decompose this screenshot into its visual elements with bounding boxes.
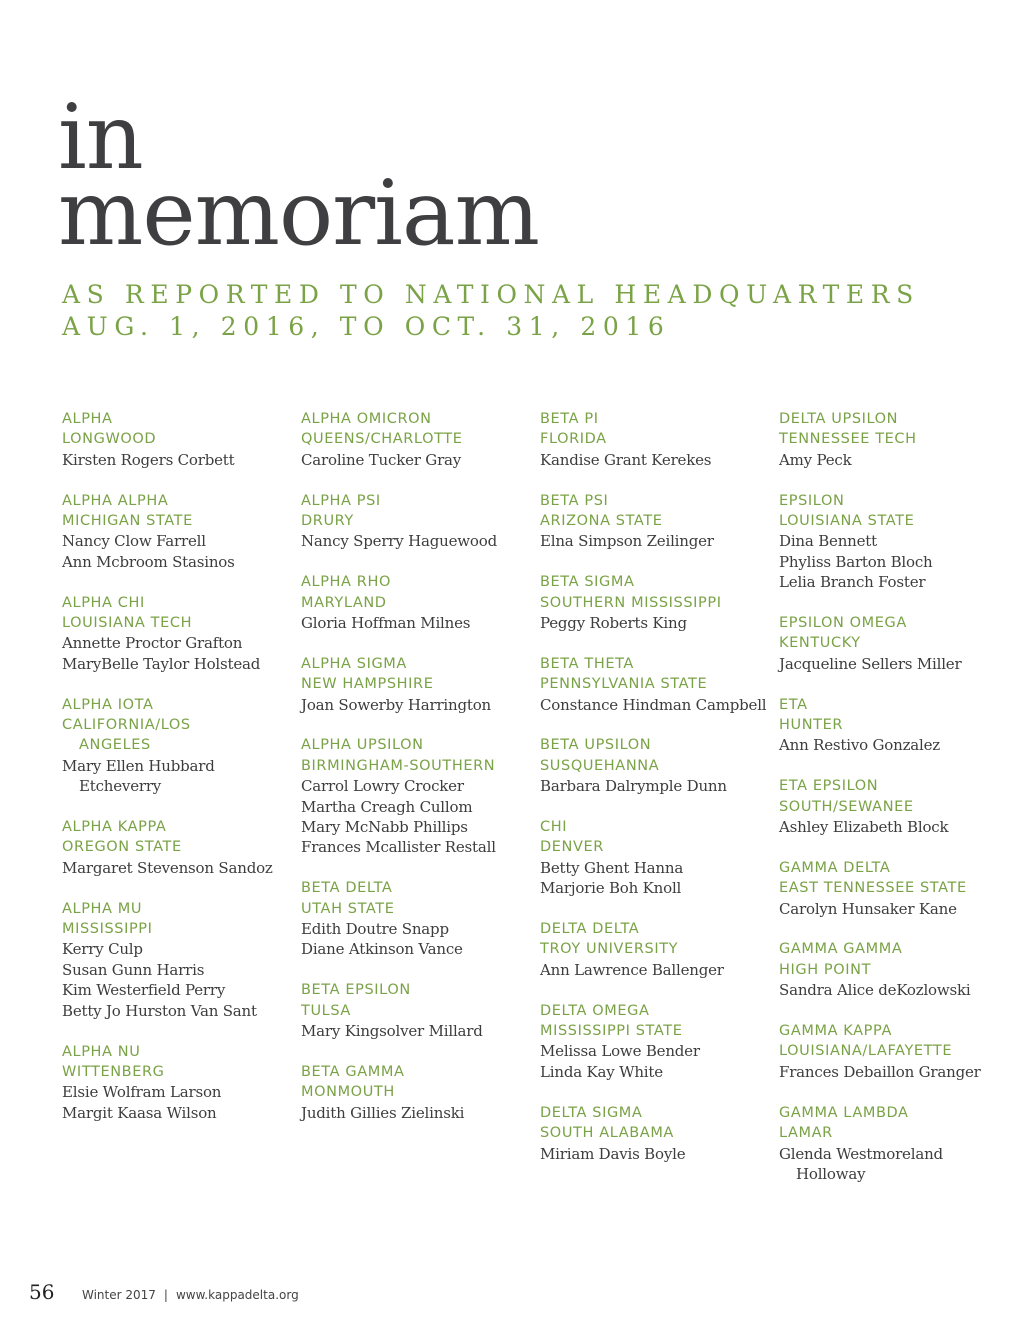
school-name: HUNTER [779,717,844,734]
school-name: MISSISSIPPI [62,921,153,938]
school-name: DENVER [540,839,604,856]
chapter-name: GAMMA DELTA [779,859,891,876]
member-name: Mary McNabb Phillips [301,818,468,837]
member-name: Phyliss Barton Bloch [779,552,933,571]
member-name: Margit Kaasa Wilson [62,1103,217,1122]
member-name: Caroline Tucker Gray [301,450,462,469]
chapter-entry [301,654,533,715]
title-line-1: in [58,85,143,190]
school-name: UTAH STATE [301,900,395,917]
school-name: TROY UNIVERSITY [540,941,679,958]
chapter-name: ALPHA KAPPA [62,819,167,836]
school-name: MISSISSIPPI STATE [540,1023,683,1040]
school-name: TENNESSEE TECH [779,431,917,448]
chapter-name: ETA [779,696,808,713]
chapter-name: GAMMA GAMMA [779,941,903,958]
footer-separator: | [163,1288,168,1302]
school-name: KENTUCKY [779,635,861,652]
member-name: Marjorie Boh Knoll [540,879,682,898]
member-name: Frances Debaillon Granger [779,1062,981,1081]
chapter-name: EPSILON OMEGA [779,615,907,632]
school-name: MARYLAND [301,594,387,611]
chapter-name: ALPHA SIGMA [301,655,407,672]
chapter-name: CHI [540,819,568,836]
chapter-name: ALPHA [62,411,113,427]
chapter-name: GAMMA LAMBDA [779,1104,909,1121]
member-name: Kerry Culp [62,940,143,959]
chapter-entry [62,1042,294,1124]
chapter-name: BETA SIGMA [540,574,635,591]
school-name: LOUISIANA STATE [779,513,915,530]
chapter-entry [540,409,772,470]
chapter-name: ALPHA IOTA [62,696,154,713]
member-name: Elsie Wolfram Larson [62,1083,222,1102]
chapter-name: ALPHA OMICRON [301,411,432,427]
column-2 [301,409,533,1144]
chapter-entry [62,817,294,878]
member-name: Lelia Branch Foster [779,573,926,592]
school-name: LOUISIANA TECH [62,615,193,632]
member-name: Mary Kingsolver Millard [301,1022,483,1041]
member-name: Melissa Lowe Bender [540,1042,700,1061]
chapter-entry [779,409,1011,470]
school-name: EAST TENNESSEE STATE [779,880,967,897]
column-3 [540,409,772,1184]
school-name: WITTENBERG [62,1063,165,1080]
chapter-entry [779,858,1011,919]
chapter-name: DELTA DELTA [540,921,640,938]
member-name: Dina Bennett [779,532,877,551]
chapter-entry [301,1062,533,1123]
chapter-entry [62,491,294,573]
member-name: Gloria Hoffman Milnes [301,614,471,633]
subtitle-line-2: AUG. 1, 2016, TO OCT. 31, 2016 [62,312,671,341]
chapter-entry [779,1021,1011,1082]
chapter-name: DELTA UPSILON [779,411,899,427]
chapter-entry [540,919,772,980]
member-name: Carolyn Hunsaker Kane [779,899,957,918]
member-name: Glenda Westmoreland Holloway [779,1144,943,1183]
school-name: LOUISIANA/LAFAYETTE [779,1043,953,1060]
page-number: 56 [29,1280,55,1304]
school-name: PENNSYLVANIA STATE [540,676,708,693]
chapter-name: ALPHA PSI [301,492,381,509]
school-name: LAMAR [779,1125,833,1142]
member-name: Carrol Lowry Crocker [301,777,464,796]
member-name: Kandise Grant Kerekes [540,450,712,469]
member-name: Edith Doutre Snapp [301,920,449,939]
member-name: Ann Mcbroom Stasinos [62,552,235,571]
member-name: Betty Jo Hurston Van Sant [62,1001,257,1020]
chapter-entry [779,491,1011,593]
member-name: Betty Ghent Hanna [540,858,684,877]
member-name: MaryBelle Taylor Holstead [62,654,261,673]
chapter-name: ALPHA CHI [62,594,145,611]
chapter-entry [301,980,533,1041]
column-1 [62,409,294,1144]
school-name: MICHIGAN STATE [62,513,193,530]
chapter-entry [540,1001,772,1083]
chapter-name: DELTA SIGMA [540,1104,643,1121]
member-name: Ann Lawrence Ballenger [540,960,724,979]
school-name: MONMOUTH [301,1084,395,1101]
chapter-name: ETA EPSILON [779,778,879,795]
member-name: Mary Ellen Hubbard Etcheverry [62,756,215,796]
member-name: Susan Gunn Harris [62,960,205,979]
chapter-name: BETA PI [540,411,599,427]
member-name: Elna Simpson Zeilinger [540,532,714,551]
school-name: BIRMINGHAM-SOUTHERN [301,757,496,774]
subtitle [62,279,920,343]
page-title [58,85,539,266]
chapter-name: GAMMA KAPPA [779,1023,892,1040]
issue-label: Winter 2017 [82,1288,156,1302]
chapter-entry [301,572,533,633]
chapter-name: DELTA OMEGA [540,1002,650,1019]
website-link[interactable]: www.kappadelta.org [175,1288,299,1302]
chapter-entry [540,654,772,715]
member-name: Sandra Alice deKozlowski [779,981,971,1000]
member-name: Kim Westerfield Perry [62,981,226,1000]
member-name: Constance Hindman Campbell [540,695,767,714]
chapter-name: BETA PSI [540,492,609,509]
school-name: HIGH POINT [779,961,872,978]
chapter-entry [540,491,772,552]
school-name: QUEENS/CHARLOTTE [301,431,463,448]
member-name: Nancy Sperry Haguewood [301,532,497,551]
member-name: Frances Mcallister Restall [301,838,496,857]
page-footer [29,1280,299,1304]
member-name: Nancy Clow Farrell [62,532,206,551]
title-line-2: memoriam [58,161,539,266]
school-name: SOUTH ALABAMA [540,1125,674,1142]
chapter-name: ALPHA ALPHA [62,492,169,509]
chapter-name: EPSILON [779,492,845,509]
member-name: Diane Atkinson Vance [301,940,463,959]
chapter-entry [62,409,294,470]
chapter-entry [62,593,294,675]
chapter-entry [779,613,1011,674]
chapter-entry [301,491,533,552]
chapter-entry [779,939,1011,1000]
member-name: Barbara Dalrymple Dunn [540,777,727,796]
chapter-name: ALPHA RHO [301,574,391,591]
chapter-name: ALPHA UPSILON [301,737,424,754]
member-name: Amy Peck [779,450,852,469]
member-name: Miriam Davis Boyle [540,1144,686,1163]
column-4 [779,409,1011,1205]
chapter-entry [779,776,1011,837]
chapter-name: BETA DELTA [301,880,393,897]
member-name: Annette Proctor Grafton [62,634,243,653]
chapter-entry [301,735,533,857]
school-name: SOUTHERN MISSISSIPPI [540,594,722,611]
chapter-entry [540,1103,772,1164]
member-name: Martha Creagh Cullom [301,797,473,816]
chapter-entry [62,899,294,1021]
chapter-name: ALPHA NU [62,1043,141,1060]
school-name: OREGON STATE [62,839,182,856]
chapter-name: ALPHA MU [62,900,143,917]
chapter-entry [540,735,772,796]
member-name: Ashley Elizabeth Block [779,818,949,837]
chapter-name: BETA THETA [540,655,634,672]
chapter-entry [540,572,772,633]
school-name: TULSA [301,1002,351,1019]
chapter-entry [62,695,294,797]
member-name: Ann Restivo Gonzalez [779,736,940,755]
chapter-name: BETA UPSILON [540,737,652,754]
school-name: NEW HAMPSHIRE [301,676,434,693]
member-name: Margaret Stevenson Sandoz [62,858,273,877]
chapter-entry [540,817,772,899]
chapter-entry [779,1103,1011,1185]
chapter-name: BETA GAMMA [301,1063,405,1080]
chapter-entry [301,409,533,470]
school-name: ARIZONA STATE [540,513,663,530]
school-name: DRURY [301,513,354,530]
member-name: Linda Kay White [540,1062,663,1081]
school-name: FLORIDA [540,431,607,448]
member-name: Peggy Roberts King [540,614,687,633]
school-name: LONGWOOD [62,431,157,448]
member-name: Jacqueline Sellers Miller [779,654,962,673]
subtitle-line-1: AS REPORTED TO NATIONAL HEADQUARTERS [62,280,920,309]
school-name: CALIFORNIA/LOS ANGELES [62,717,191,754]
school-name: SUSQUEHANNA [540,757,660,774]
member-name: Kirsten Rogers Corbett [62,450,235,469]
chapter-entry [301,878,533,960]
chapter-entry [779,695,1011,756]
member-name: Joan Sowerby Harrington [301,695,491,714]
member-name: Judith Gillies Zielinski [301,1103,465,1122]
chapter-name: BETA EPSILON [301,982,411,999]
school-name: SOUTH/SEWANEE [779,798,914,815]
